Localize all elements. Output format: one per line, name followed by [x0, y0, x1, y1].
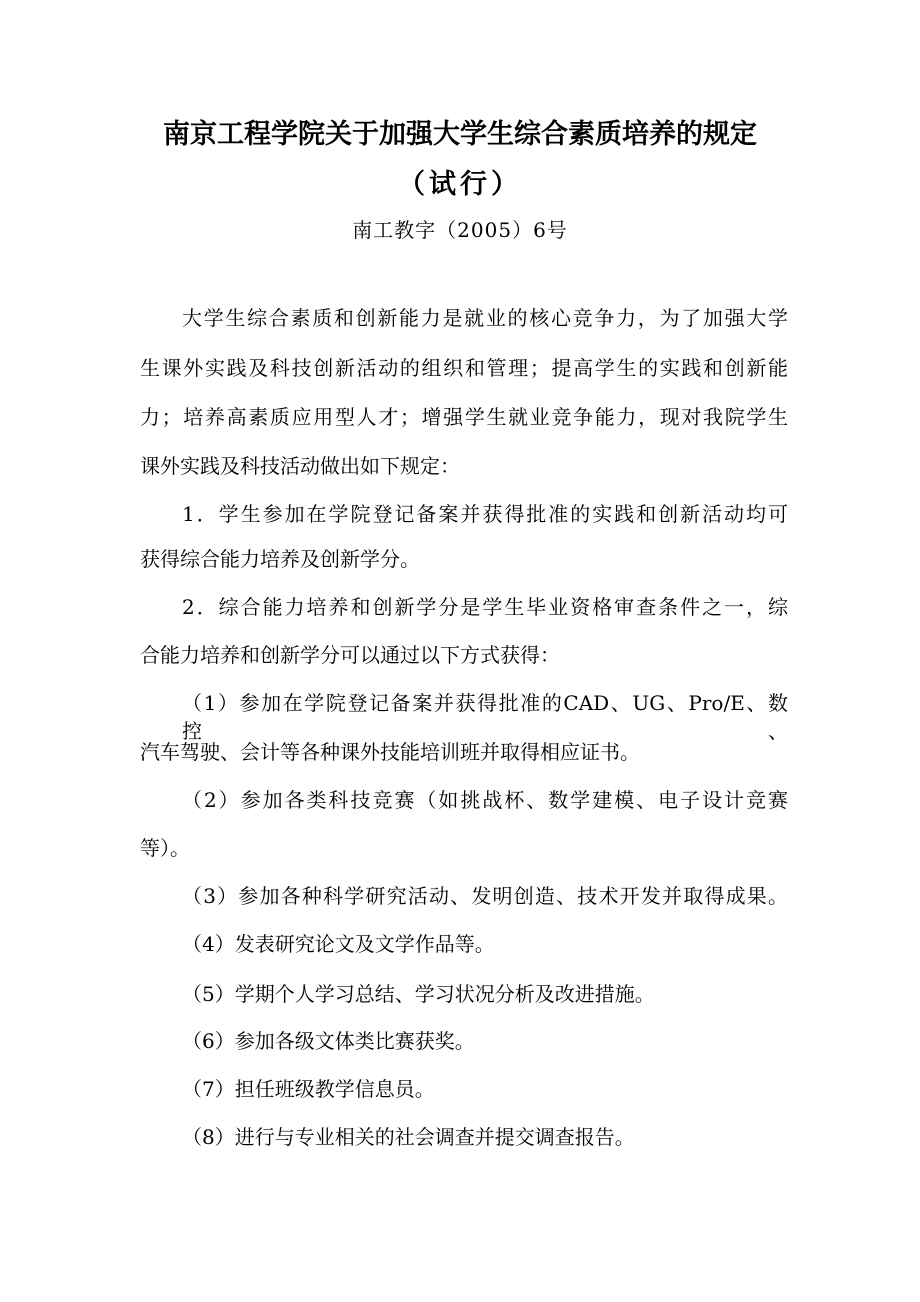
sub-item-7: （7）担任班级教学信息员。: [182, 1077, 435, 1101]
sub-item-1-line-1: （1）参加在学院登记备案并获得批准的CAD、UG、Pro/E、数控、: [182, 691, 788, 743]
sub-item-1-line-2: 汽车驾驶、会计等各种课外技能培训班并取得相应证书。: [140, 740, 640, 764]
item-1-line-1: 1．学生参加在学院登记备案并获得批准的实践和创新活动均可: [182, 502, 788, 526]
sub-item-8: （8）进行与专业相关的社会调查并提交调查报告。: [182, 1125, 635, 1149]
sub-item-3: （3）参加各种科学研究活动、发明创造、技术开发并取得成果。: [182, 884, 788, 908]
document-subtitle: （试行）: [398, 169, 522, 200]
document-title: 南京工程学院关于加强大学生综合素质培养的规定: [163, 119, 757, 150]
intro-line-4: 课外实践及科技活动做出如下规定：: [140, 454, 460, 478]
sub-item-4: （4）发表研究论文及文学作品等。: [182, 932, 495, 956]
intro-line-1: 大学生综合素质和创新能力是就业的核心竞争力，为了加强大学: [182, 306, 788, 330]
item-2-line-1: 2．综合能力培养和创新学分是学生毕业资格审查条件之一，综: [182, 595, 788, 619]
item-1-line-2: 获得综合能力培养及创新学分。: [140, 547, 420, 571]
sub-item-5: （5）学期个人学习总结、学习状况分析及改进措施。: [182, 982, 655, 1006]
item-2-line-2: 合能力培养和创新学分可以通过以下方式获得：: [140, 643, 560, 667]
sub-item-6: （6）参加各级文体类比赛获奖。: [182, 1029, 475, 1053]
intro-line-2: 生课外实践及科技创新活动的组织和管理；提高学生的实践和创新能: [140, 356, 788, 380]
sub-item-2-line-1: （2）参加各类科技竞赛（如挑战杯、数学建模、电子设计竞赛: [182, 788, 788, 812]
intro-line-3: 力；培养高素质应用型人才；增强学生就业竞争能力，现对我院学生: [140, 405, 788, 429]
document-number: 南工教字（2005）6号: [352, 218, 568, 242]
sub-item-2-line-2: 等）。: [140, 836, 190, 860]
